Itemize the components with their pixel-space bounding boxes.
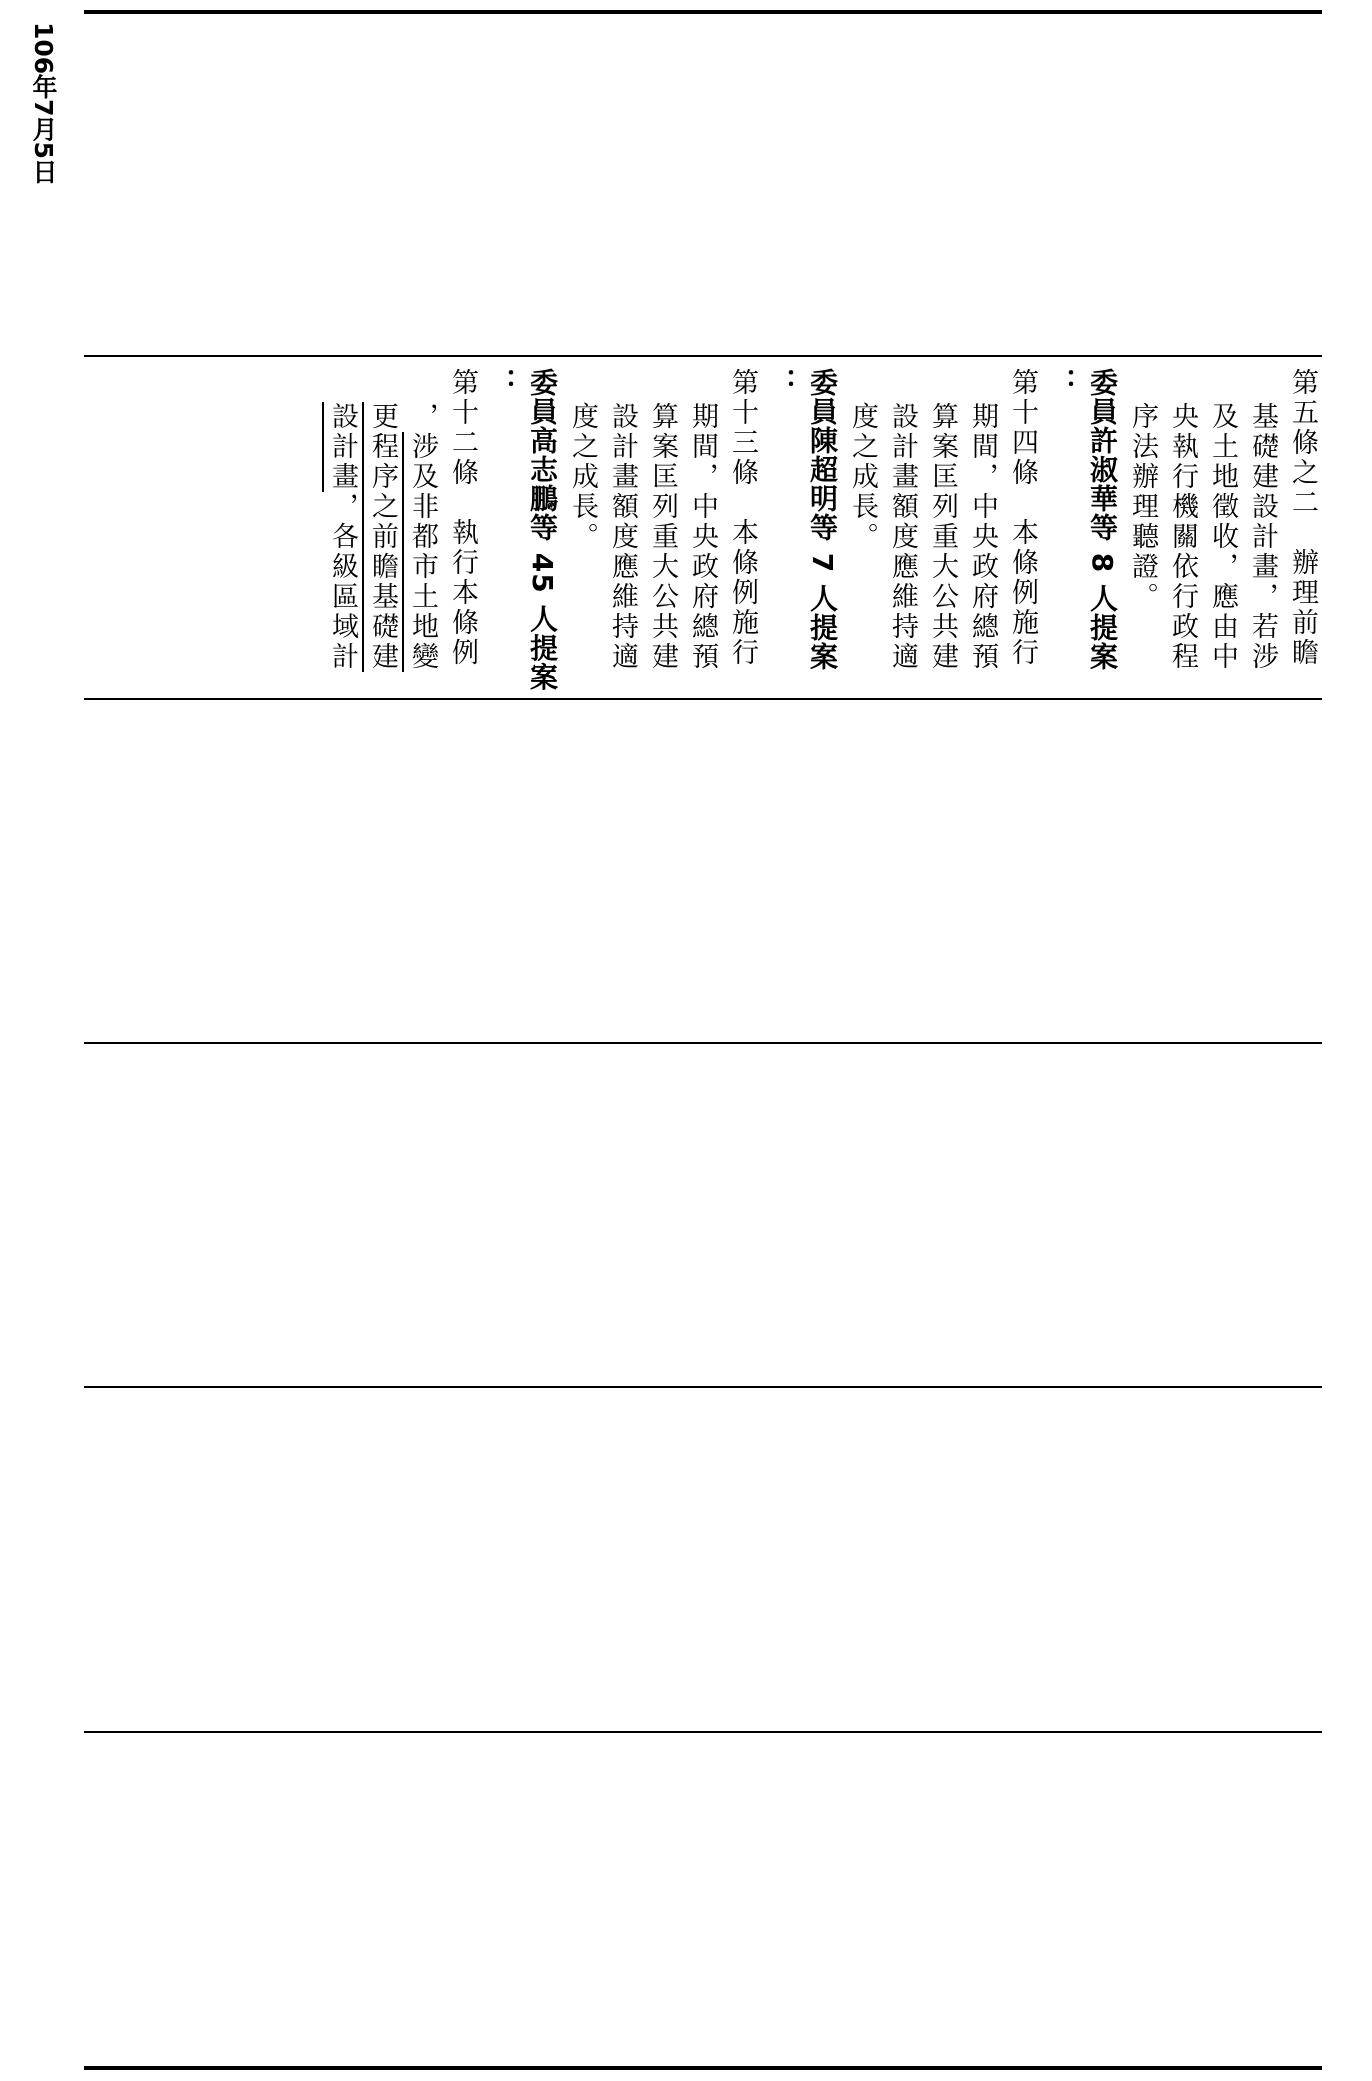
article-12-line: 第十二條 執行本條例 xyxy=(447,368,478,668)
article-12-line xyxy=(362,368,402,698)
proposal-heading-colon: ： xyxy=(766,368,799,397)
row-divider-2 xyxy=(84,698,1322,700)
article-13-line: 期間，中央政府總預 xyxy=(687,402,718,672)
bottom-rule xyxy=(84,2066,1322,2070)
proposal-heading-colon: ： xyxy=(486,368,519,397)
article-13-line: 第十三條 本條例施行 xyxy=(727,368,758,668)
proposal-heading-colon: ： xyxy=(1046,368,1079,397)
top-rule xyxy=(84,10,1322,14)
proposal-column xyxy=(322,368,1322,698)
article-13-line: 設計畫額度應維持適 xyxy=(607,402,638,672)
article-14-line: 第十四條 本條例施行 xyxy=(1007,368,1038,668)
proposal-heading: 委員許淑華等 8 人提案 xyxy=(1086,368,1119,671)
article-12-line: ，涉及非都市土地變 xyxy=(407,402,438,672)
row-divider-1 xyxy=(84,355,1322,357)
article-13-line: 算案匡列重大公共建 xyxy=(647,402,678,672)
proposal-heading: 委員高志鵬等 45 人提案 xyxy=(526,368,559,692)
underlined-amendment: 更程序之前瞻基礎建 xyxy=(367,402,398,672)
underlined-amendment: 設計畫 xyxy=(327,402,358,492)
article-5-2-line: 央執行機關依行政程 xyxy=(1167,402,1198,672)
article-5-2-line: 及土地徵收，應由中 xyxy=(1207,402,1238,672)
article-5-2-line: 第五條之二 辦理前瞻 xyxy=(1287,368,1318,668)
article-5-2-line: 基礎建設計畫，若涉 xyxy=(1247,402,1278,672)
row-divider-3 xyxy=(84,1042,1322,1044)
row-divider-5 xyxy=(84,1731,1322,1733)
page-date: 106年7月5日 xyxy=(29,22,58,184)
underlined-amendment: 涉及非都市土地變 xyxy=(407,432,438,672)
article-14-line: 度之成長。 xyxy=(847,402,878,552)
article-13-line: 度之成長。 xyxy=(567,402,598,552)
article-14-line: 期間，中央政府總預 xyxy=(967,402,998,672)
article-5-2-line: 序法辦理聽證。 xyxy=(1127,402,1158,612)
article-14-line: 算案匡列重大公共建 xyxy=(927,402,958,672)
article-14-line: 設計畫額度應維持適 xyxy=(887,402,918,672)
row-divider-4 xyxy=(84,1386,1322,1388)
article-12-line: 設計畫，各級區域計 xyxy=(327,402,358,672)
proposal-heading: 委員陳超明等 7 人提案 xyxy=(806,368,839,671)
